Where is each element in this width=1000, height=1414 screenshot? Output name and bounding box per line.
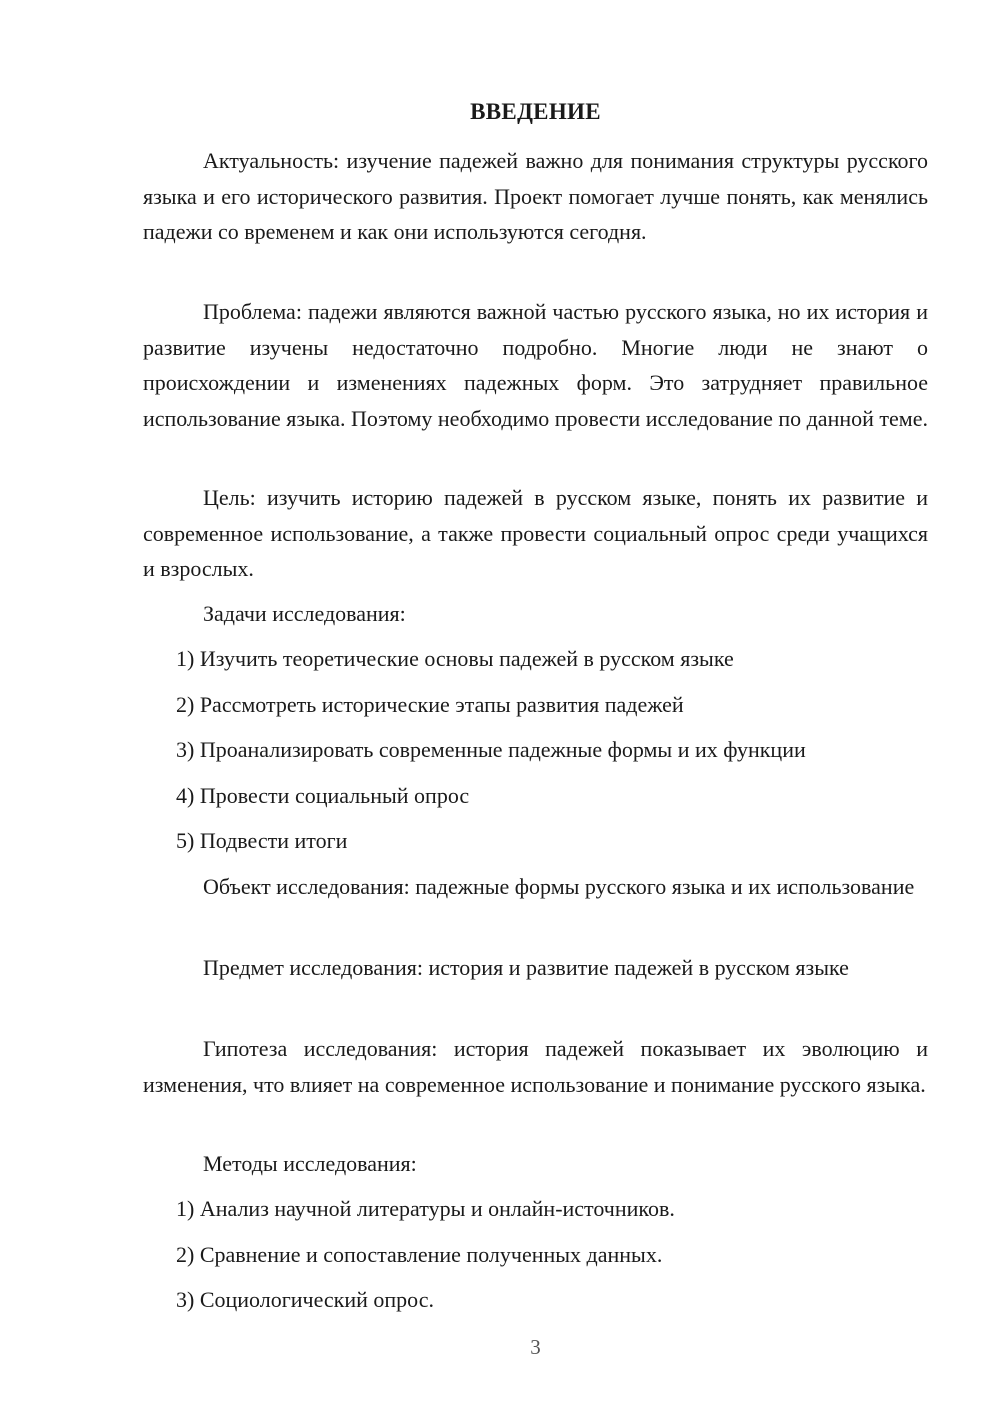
- task-item: 4) Провести социальный опрос: [176, 783, 470, 808]
- hypothesis-paragraph: Гипотеза исследования: история падежей показывает их эволюцию и изменения, что влияет на современное использование и понимание русского языка.: [143, 1036, 928, 1097]
- page-number: 3: [530, 1335, 541, 1359]
- task-item: 5) Подвести итоги: [176, 828, 348, 853]
- task-item: 2) Рассмотреть исторические этапы развития падежей: [176, 692, 684, 717]
- task-item: 1) Изучить теоретические основы падежей в русском языке: [176, 646, 734, 671]
- relevance-paragraph: Актуальность: изучение падежей важно для понимания структуры русского языка и его исторического развития. Проект помогает лучше понять, как менялись падежи со временем и как они используются сегодня.: [143, 148, 928, 244]
- methods-heading: Методы исследования:: [203, 1151, 417, 1176]
- task-item: 3) Проанализировать современные падежные формы и их функции: [176, 737, 806, 762]
- subject-paragraph: Предмет исследования: история и развитие падежей в русском языке: [203, 955, 849, 980]
- goal-paragraph: Цель: изучить историю падежей в русском языке, понять их развитие и современное использование, а также провести социальный опрос среди учащихся и взрослых.: [143, 485, 928, 581]
- method-item: 3) Социологический опрос.: [176, 1287, 434, 1312]
- document-page: [143, 0, 928, 1414]
- object-paragraph: Объект исследования: падежные формы русского языка и их использование: [203, 874, 915, 899]
- section-title: ВВЕДЕНИЕ: [470, 99, 601, 124]
- tasks-heading: Задачи исследования:: [203, 601, 406, 626]
- method-item: 2) Сравнение и сопоставление полученных данных.: [176, 1242, 663, 1267]
- method-item: 1) Анализ научной литературы и онлайн-источников.: [176, 1196, 675, 1221]
- problem-paragraph: Проблема: падежи являются важной частью русского языка, но их история и развитие изучены недостаточно подробно. Многие люди не знают о происхождении и изменениях падежных форм. Это затрудняет правильное использование языка. Поэтому необходимо провести исследование по данной теме.: [143, 299, 928, 431]
